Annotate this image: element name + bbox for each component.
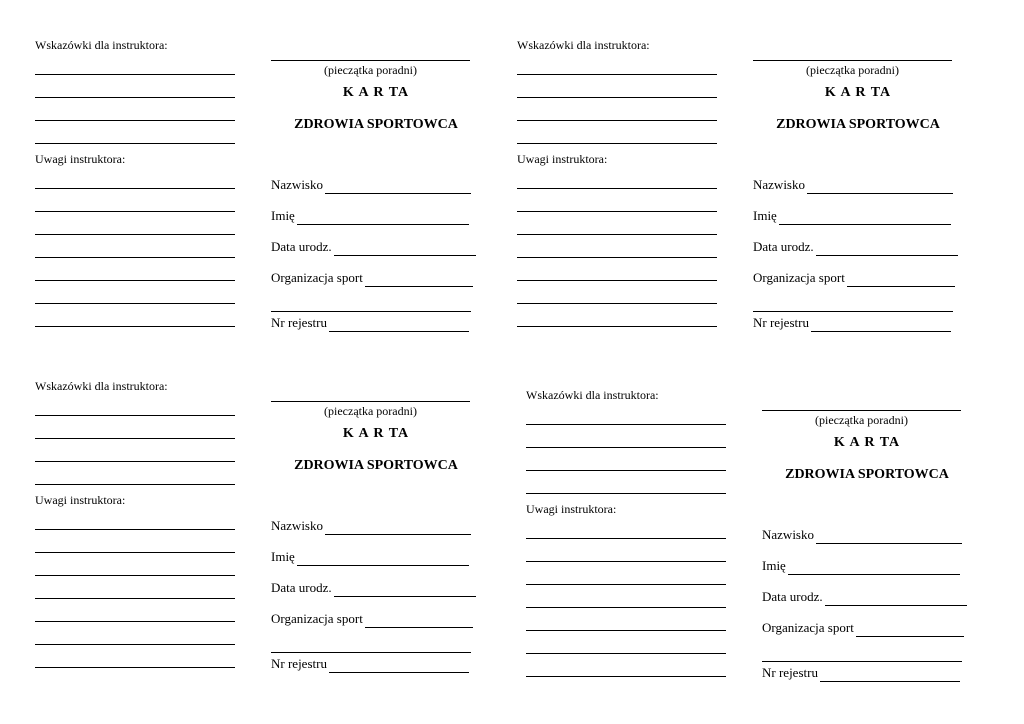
data-urodz-line[interactable] — [816, 240, 958, 256]
data-urodz-field[interactable] — [271, 225, 481, 256]
wskazowki-label: Wskazówki dla instruktora: — [35, 379, 168, 393]
data-urodz-line[interactable] — [334, 581, 476, 597]
stamp-label: (pieczątka poradni) — [324, 63, 417, 77]
imie-line[interactable] — [297, 209, 469, 225]
organizacja-line[interactable] — [365, 271, 473, 287]
nr-rejestru-line[interactable] — [811, 316, 951, 332]
organizacja-field[interactable] — [753, 256, 963, 287]
blank-line[interactable] — [526, 608, 726, 631]
blank-line[interactable] — [35, 622, 235, 645]
health-card-4 — [491, 350, 971, 690]
organizacja-label: Organizacja sport — [762, 620, 854, 635]
wskazowki-lines — [526, 402, 726, 494]
data-urodz-label: Data urodz. — [271, 239, 332, 254]
organizacja-line[interactable] — [856, 621, 964, 637]
blank-line[interactable] — [753, 287, 953, 312]
card-title-karta: K A R TA — [833, 435, 901, 450]
data-urodz-field[interactable] — [271, 566, 481, 597]
blank-line[interactable] — [35, 553, 235, 576]
blank-line[interactable] — [35, 212, 235, 235]
uwagi-label: Uwagi instruktora: — [35, 152, 126, 166]
blank-line[interactable] — [35, 530, 235, 553]
blank-line[interactable] — [271, 287, 471, 312]
blank-line[interactable] — [517, 304, 717, 327]
nr-rejestru-label: Nr rejestru — [753, 315, 809, 330]
blank-line[interactable] — [35, 281, 235, 304]
nr-rejestru-field[interactable] — [271, 312, 481, 332]
blank-line[interactable] — [526, 539, 726, 562]
blank-line[interactable] — [35, 189, 235, 212]
health-card-1 — [0, 0, 480, 340]
card-title-zdrowia: ZDROWIA SPORTOWCA — [294, 117, 458, 132]
nazwisko-field[interactable] — [762, 513, 972, 544]
blank-line[interactable] — [517, 258, 717, 281]
nr-rejestru-field[interactable] — [762, 662, 972, 682]
blank-line[interactable] — [517, 75, 717, 98]
blank-line[interactable] — [35, 576, 235, 599]
imie-label: Imię — [753, 208, 777, 223]
nazwisko-field[interactable] — [753, 163, 963, 194]
wskazowki-label: Wskazówki dla instruktora: — [517, 38, 650, 52]
stamp-label: (pieczątka poradni) — [806, 63, 899, 77]
blank-line[interactable] — [35, 439, 235, 462]
blank-line[interactable] — [517, 98, 717, 121]
blank-line[interactable] — [35, 507, 235, 530]
stamp-line — [271, 385, 470, 402]
card-title-karta: K A R TA — [342, 426, 410, 441]
stamp-label: (pieczątka poradni) — [324, 404, 417, 418]
card-title-karta: K A R TA — [342, 85, 410, 100]
organizacja-field[interactable] — [271, 256, 481, 287]
wskazowki-lines — [35, 52, 235, 144]
organizacja-label: Organizacja sport — [271, 270, 363, 285]
blank-line[interactable] — [35, 304, 235, 327]
data-urodz-line[interactable] — [825, 590, 967, 606]
data-urodz-label: Data urodz. — [762, 589, 823, 604]
nazwisko-label: Nazwisko — [271, 518, 323, 533]
organizacja-label: Organizacja sport — [271, 611, 363, 626]
blank-line[interactable] — [526, 471, 726, 494]
nr-rejestru-label: Nr rejestru — [271, 656, 327, 671]
uwagi-label: Uwagi instruktora: — [35, 493, 126, 507]
uwagi-label: Uwagi instruktora: — [526, 502, 617, 516]
blank-line[interactable] — [35, 98, 235, 121]
nr-rejestru-field[interactable] — [753, 312, 963, 332]
data-urodz-field[interactable] — [753, 225, 963, 256]
imie-label: Imię — [762, 558, 786, 573]
organizacja-field[interactable] — [271, 597, 481, 628]
nr-rejestru-line[interactable] — [329, 657, 469, 673]
blank-line[interactable] — [517, 281, 717, 304]
organizacja-field[interactable] — [762, 606, 972, 637]
blank-line[interactable] — [35, 599, 235, 622]
card-title-zdrowia: ZDROWIA SPORTOWCA — [776, 117, 940, 132]
blank-line[interactable] — [35, 166, 235, 189]
blank-line[interactable] — [35, 258, 235, 281]
nazwisko-line[interactable] — [325, 519, 471, 535]
uwagi-lines — [35, 507, 235, 668]
blank-line[interactable] — [517, 235, 717, 258]
nazwisko-label: Nazwisko — [271, 177, 323, 192]
wskazowki-label: Wskazówki dla instruktora: — [526, 388, 659, 402]
blank-line[interactable] — [762, 637, 962, 662]
blank-line[interactable] — [517, 52, 717, 75]
imie-field[interactable] — [271, 194, 481, 225]
blank-line[interactable] — [35, 416, 235, 439]
organizacja-line[interactable] — [847, 271, 955, 287]
blank-line[interactable] — [517, 189, 717, 212]
nazwisko-label: Nazwisko — [753, 177, 805, 192]
uwagi-lines — [517, 166, 717, 327]
blank-line[interactable] — [526, 516, 726, 539]
data-urodz-label: Data urodz. — [271, 580, 332, 595]
nr-rejestru-field[interactable] — [271, 653, 481, 673]
nr-rejestru-label: Nr rejestru — [762, 665, 818, 680]
blank-line[interactable] — [35, 235, 235, 258]
card-title-zdrowia: ZDROWIA SPORTOWCA — [294, 458, 458, 473]
imie-label: Imię — [271, 208, 295, 223]
stamp-line — [271, 44, 470, 61]
blank-line[interactable] — [526, 562, 726, 585]
uwagi-label: Uwagi instruktora: — [517, 152, 608, 166]
blank-line[interactable] — [526, 654, 726, 677]
stamp-label: (pieczątka poradni) — [815, 413, 908, 427]
nr-rejestru-label: Nr rejestru — [271, 315, 327, 330]
imie-label: Imię — [271, 549, 295, 564]
blank-line[interactable] — [35, 462, 235, 485]
blank-line[interactable] — [35, 75, 235, 98]
blank-line[interactable] — [35, 393, 235, 416]
imie-line[interactable] — [297, 550, 469, 566]
uwagi-lines — [35, 166, 235, 327]
blank-line[interactable] — [271, 628, 471, 653]
imie-field[interactable] — [271, 535, 481, 566]
nazwisko-line[interactable] — [807, 178, 953, 194]
uwagi-lines — [526, 516, 726, 677]
imie-line[interactable] — [779, 209, 951, 225]
nazwisko-field[interactable] — [271, 163, 481, 194]
blank-line[interactable] — [35, 121, 235, 144]
nazwisko-line[interactable] — [325, 178, 471, 194]
health-card-3 — [0, 341, 480, 681]
imie-field[interactable] — [762, 544, 972, 575]
wskazowki-label: Wskazówki dla instruktora: — [35, 38, 168, 52]
blank-line[interactable] — [517, 212, 717, 235]
card-title-karta: K A R TA — [824, 85, 892, 100]
card-title-zdrowia: ZDROWIA SPORTOWCA — [785, 467, 949, 482]
organizacja-label: Organizacja sport — [753, 270, 845, 285]
data-urodz-field[interactable] — [762, 575, 972, 606]
blank-line[interactable] — [526, 631, 726, 654]
nazwisko-line[interactable] — [816, 528, 962, 544]
stamp-line — [762, 394, 961, 411]
wskazowki-lines — [35, 393, 235, 485]
blank-line[interactable] — [526, 425, 726, 448]
data-urodz-line[interactable] — [334, 240, 476, 256]
blank-line[interactable] — [526, 402, 726, 425]
stamp-line — [753, 44, 952, 61]
blank-line[interactable] — [517, 121, 717, 144]
blank-line[interactable] — [35, 52, 235, 75]
nr-rejestru-line[interactable] — [820, 666, 960, 682]
blank-line[interactable] — [526, 585, 726, 608]
nazwisko-field[interactable] — [271, 504, 481, 535]
health-card-2 — [482, 0, 962, 340]
blank-line[interactable] — [526, 448, 726, 471]
nr-rejestru-line[interactable] — [329, 316, 469, 332]
blank-line[interactable] — [35, 645, 235, 668]
blank-line[interactable] — [517, 166, 717, 189]
nazwisko-label: Nazwisko — [762, 527, 814, 542]
imie-line[interactable] — [788, 559, 960, 575]
imie-field[interactable] — [753, 194, 963, 225]
wskazowki-lines — [517, 52, 717, 144]
data-urodz-label: Data urodz. — [753, 239, 814, 254]
organizacja-line[interactable] — [365, 612, 473, 628]
